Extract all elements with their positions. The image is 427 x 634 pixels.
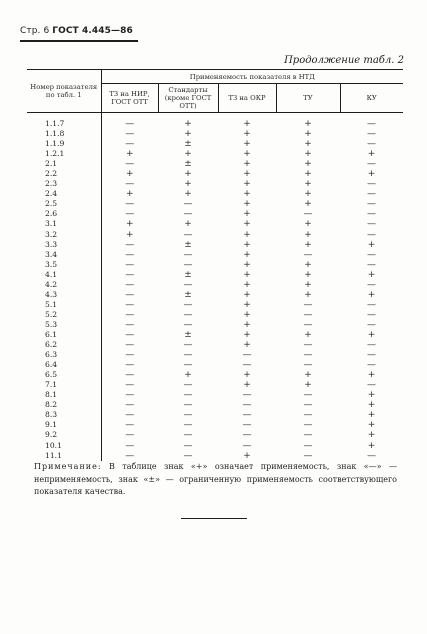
applicability-cell: + <box>243 370 251 381</box>
indicator-number-cell: 8.2 <box>27 400 101 410</box>
table-row <box>27 159 403 169</box>
applicability-cell: ± <box>184 159 192 170</box>
applicability-cell: — <box>242 390 252 401</box>
indicator-number-cell: 10.1 <box>27 441 101 451</box>
indicator-number-cell: 7.1 <box>27 380 101 390</box>
applicability-cell: + <box>243 159 251 170</box>
applicability-cell: — <box>367 209 376 220</box>
applicability-cell: + <box>304 159 312 170</box>
applicability-cell: + <box>243 279 251 290</box>
column-header: ТЗ на НИР, ГОСТ ОТТ <box>101 84 158 113</box>
applicability-cell: — <box>303 249 313 260</box>
applicability-cell: — <box>125 259 135 270</box>
indicator-number-cell: 3.4 <box>27 250 101 260</box>
applicability-cell: — <box>367 299 376 310</box>
note-text: В таблице знак «+» означает применяемость, знак «—» — неприменяемость, знак «±» — ограниченную применяемость соответствующего показателя качества. <box>34 462 398 496</box>
applicability-cell: + <box>184 370 192 381</box>
closing-rule <box>181 518 247 519</box>
indicator-number-cell: 8.1 <box>27 390 101 400</box>
column-header: ТУ <box>276 84 340 113</box>
header-rule <box>20 40 138 42</box>
applicability-cell: — <box>303 450 313 461</box>
applicability-cell: — <box>183 299 193 310</box>
table-row <box>27 209 403 219</box>
applicability-cell: — <box>367 340 376 351</box>
applicability-cell: + <box>243 329 251 340</box>
table-row <box>27 250 403 260</box>
table-row <box>27 430 403 440</box>
table-row <box>27 149 403 159</box>
applicability-cell: — <box>125 360 135 371</box>
applicability-cell: — <box>303 390 313 401</box>
applicability-cell: + <box>304 229 312 240</box>
table-row <box>27 410 403 420</box>
applicability-cell: + <box>304 199 312 210</box>
page-label: Стр. 6 <box>20 26 50 36</box>
applicability-cell: + <box>304 279 312 290</box>
applicability-cell: + <box>367 420 376 431</box>
table-row <box>27 340 403 350</box>
applicability-cell: + <box>367 269 376 280</box>
table-row <box>27 310 403 320</box>
applicability-cell: — <box>183 380 193 391</box>
applicability-cell: — <box>125 420 135 431</box>
applicability-cell: + <box>125 229 134 240</box>
table-row <box>27 290 403 300</box>
applicability-cell: — <box>303 309 313 320</box>
note-label: Примечание: <box>34 462 102 471</box>
applicability-cell: + <box>243 129 251 140</box>
applicability-cell: + <box>243 289 251 300</box>
applicability-cell: — <box>367 309 376 320</box>
applicability-cell: + <box>125 189 134 200</box>
table-row <box>27 219 403 229</box>
indicator-number-cell: 6.3 <box>27 350 101 360</box>
indicator-number-cell: 4.2 <box>27 280 101 290</box>
standard-number: ГОСТ 4.445—86 <box>52 26 133 36</box>
indicator-number-cell: 5.1 <box>27 300 101 310</box>
applicability-cell: ± <box>184 269 192 280</box>
applicability-cell: + <box>243 119 251 129</box>
applicability-cell: — <box>242 400 252 411</box>
applicability-cell: — <box>303 440 313 451</box>
applicability-cell: ± <box>184 139 192 150</box>
applicability-cell: — <box>183 309 193 320</box>
applicability-cell: — <box>183 430 193 441</box>
applicability-cell: — <box>303 360 313 371</box>
applicability-cell: + <box>304 289 312 300</box>
applicability-cell: — <box>125 350 135 361</box>
applicability-cell: + <box>184 219 192 230</box>
applicability-cell: — <box>367 159 376 170</box>
applicability-cell: + <box>304 169 312 180</box>
applicability-cell: + <box>304 380 312 391</box>
table-row <box>27 320 403 330</box>
applicability-cell: + <box>304 189 312 200</box>
table-row <box>27 330 403 340</box>
indicator-number-cell: 2.3 <box>27 179 101 189</box>
applicability-cell: + <box>243 139 251 150</box>
applicability-cell: — <box>183 450 193 461</box>
indicator-number-cell: 1.1.7 <box>27 113 101 130</box>
applicability-cell: + <box>367 329 376 340</box>
applicability-cell: + <box>125 169 134 180</box>
applicability-cell: — <box>367 279 376 290</box>
table-row <box>27 240 403 250</box>
indicator-number-cell: 11.1 <box>27 451 101 461</box>
applicability-cell: — <box>125 289 135 300</box>
applicability-cell: — <box>367 259 376 270</box>
indicator-number-header: Номер показателя по табл. 1 <box>27 70 101 113</box>
indicator-number-cell: 9.1 <box>27 420 101 430</box>
indicator-number-cell: 1.2.1 <box>27 149 101 159</box>
indicator-number-cell: 5.3 <box>27 320 101 330</box>
table-row <box>27 350 403 360</box>
applicability-cell: + <box>367 239 376 250</box>
indicator-number-cell: 1.1.9 <box>27 139 101 149</box>
applicability-cell: — <box>242 440 252 451</box>
applicability-cell: — <box>183 390 193 401</box>
applicability-cell: + <box>304 119 312 129</box>
applicability-cell: + <box>243 239 251 250</box>
applicability-cell: — <box>125 329 135 340</box>
applicability-cell: + <box>367 410 376 421</box>
applicability-cell: + <box>243 229 251 240</box>
applicability-cell: — <box>303 350 313 361</box>
applicability-cell: + <box>243 209 251 220</box>
applicability-cell: — <box>303 319 313 330</box>
applicability-cell: — <box>183 410 193 421</box>
applicability-cell: + <box>184 119 192 129</box>
page-header <box>20 26 133 36</box>
table-row <box>27 169 403 179</box>
applicability-cell: — <box>367 380 376 391</box>
applicability-cell: — <box>367 360 376 371</box>
table-row <box>27 139 403 149</box>
applicability-cell: — <box>125 450 135 461</box>
applicability-cell: — <box>125 340 135 351</box>
applicability-cell: — <box>303 209 313 220</box>
applicability-cell: ± <box>184 289 192 300</box>
indicator-number-cell: 3.3 <box>27 240 101 250</box>
applicability-cell: — <box>367 179 376 190</box>
applicability-cell: — <box>183 249 193 260</box>
applicability-cell: — <box>183 279 193 290</box>
column-header: КУ <box>340 84 403 113</box>
applicability-cell: — <box>125 139 135 150</box>
column-header: ТЗ на ОКР <box>218 84 276 113</box>
applicability-cell: — <box>183 259 193 270</box>
applicability-cell: + <box>304 329 312 340</box>
table-row <box>27 380 403 390</box>
applicability-cell: — <box>242 410 252 421</box>
indicator-number-cell: 2.4 <box>27 189 101 199</box>
applicability-cell: — <box>125 299 135 310</box>
applicability-cell: — <box>125 400 135 411</box>
table-row <box>27 280 403 290</box>
applicability-cell: — <box>183 440 193 451</box>
applicability-cell: + <box>243 219 251 230</box>
applicability-cell: + <box>184 129 192 140</box>
applicability-cell: — <box>125 380 135 391</box>
applicability-cell: + <box>243 259 251 270</box>
applicability-cell: + <box>184 149 192 160</box>
applicability-cell: — <box>303 430 313 441</box>
applicability-cell: — <box>367 189 376 200</box>
indicator-number-cell: 5.2 <box>27 310 101 320</box>
applicability-cell: — <box>242 360 252 371</box>
applicability-cell: + <box>367 390 376 401</box>
applicability-cell: — <box>367 450 376 461</box>
indicator-number-cell: 6.4 <box>27 360 101 370</box>
applicability-cell: — <box>183 360 193 371</box>
indicator-number-cell: 4.3 <box>27 290 101 300</box>
applicability-cell: — <box>125 430 135 441</box>
applicability-cell: + <box>367 149 376 160</box>
applicability-cell: — <box>125 199 135 210</box>
applicability-cell: + <box>184 189 192 200</box>
applicability-cell: — <box>125 309 135 320</box>
applicability-cell: — <box>367 119 376 129</box>
applicability-cell: + <box>243 169 251 180</box>
applicability-table-container <box>27 69 403 461</box>
table-row <box>27 441 403 451</box>
applicability-cell: — <box>125 269 135 280</box>
applicability-cell: + <box>184 179 192 190</box>
indicator-number-cell: 2.6 <box>27 209 101 219</box>
table-row <box>27 260 403 270</box>
applicability-cell: — <box>242 430 252 441</box>
applicability-cell: — <box>303 340 313 351</box>
table-row <box>27 270 403 280</box>
applicability-group-header: Применяемость показателя в НТД <box>101 70 403 84</box>
applicability-cell: — <box>367 229 376 240</box>
table-row <box>27 451 403 461</box>
applicability-cell: + <box>243 249 251 260</box>
applicability-cell: + <box>243 450 251 461</box>
table-row <box>27 189 403 199</box>
indicator-number-cell: 9.2 <box>27 430 101 440</box>
indicator-number-cell: 6.5 <box>27 370 101 380</box>
applicability-cell: — <box>183 340 193 351</box>
applicability-cell: — <box>125 209 135 220</box>
applicability-cell: — <box>125 319 135 330</box>
applicability-table <box>27 69 403 461</box>
indicator-number-cell: 3.2 <box>27 230 101 240</box>
column-header: Стандарты (кроме ГОСТ ОТТ) <box>158 84 218 113</box>
applicability-cell: + <box>243 189 251 200</box>
applicability-cell: + <box>243 299 251 310</box>
applicability-cell: + <box>367 370 376 381</box>
applicability-cell: — <box>125 390 135 401</box>
applicability-cell: — <box>125 370 135 381</box>
applicability-cell: + <box>304 149 312 160</box>
applicability-cell: + <box>367 400 376 411</box>
applicability-cell: — <box>125 279 135 290</box>
applicability-cell: + <box>243 269 251 280</box>
applicability-cell: + <box>367 440 376 451</box>
applicability-cell: — <box>125 239 135 250</box>
applicability-cell: + <box>125 219 134 230</box>
applicability-cell: + <box>304 219 312 230</box>
applicability-cell: — <box>367 129 376 140</box>
applicability-cell: — <box>125 129 135 140</box>
applicability-cell: + <box>243 380 251 391</box>
applicability-cell: — <box>367 350 376 361</box>
table-row <box>27 400 403 410</box>
table-row <box>27 179 403 189</box>
applicability-cell: — <box>367 199 376 210</box>
applicability-cell: + <box>304 370 312 381</box>
table-row <box>27 360 403 370</box>
table-row <box>27 420 403 430</box>
applicability-cell: — <box>367 219 376 230</box>
applicability-cell: + <box>243 340 251 351</box>
applicability-cell: — <box>125 179 135 190</box>
table-row <box>27 300 403 310</box>
applicability-cell: — <box>303 410 313 421</box>
applicability-cell: + <box>304 129 312 140</box>
indicator-number-cell: 8.3 <box>27 410 101 420</box>
applicability-cell: — <box>367 139 376 150</box>
indicator-number-cell: 1.1.8 <box>27 129 101 139</box>
applicability-cell: — <box>183 209 193 220</box>
table-row <box>27 129 403 139</box>
applicability-cell: — <box>303 400 313 411</box>
applicability-cell: — <box>303 420 313 431</box>
applicability-cell: — <box>183 400 193 411</box>
indicator-number-cell: 2.1 <box>27 159 101 169</box>
applicability-cell: + <box>125 149 134 160</box>
indicator-number-cell: 3.1 <box>27 219 101 229</box>
table-body <box>27 113 403 461</box>
applicability-cell: — <box>242 420 252 431</box>
applicability-cell: — <box>183 229 193 240</box>
applicability-cell: — <box>367 249 376 260</box>
applicability-cell: + <box>304 269 312 280</box>
table-row <box>27 370 403 380</box>
applicability-cell: ± <box>184 329 192 340</box>
table-note <box>34 461 397 499</box>
table-continuation-caption: Продолжение табл. 2 <box>284 55 404 66</box>
applicability-cell: + <box>367 289 376 300</box>
applicability-cell: + <box>184 169 192 180</box>
indicator-number-cell: 6.2 <box>27 340 101 350</box>
table-row <box>27 230 403 240</box>
applicability-cell: ± <box>184 239 192 250</box>
table-row <box>27 390 403 400</box>
applicability-cell: + <box>243 309 251 320</box>
applicability-cell: + <box>304 139 312 150</box>
applicability-cell: — <box>125 159 135 170</box>
table-row <box>27 199 403 209</box>
applicability-cell: + <box>243 199 251 210</box>
applicability-cell: — <box>242 350 252 361</box>
table-row <box>27 113 403 130</box>
applicability-cell: — <box>303 299 313 310</box>
applicability-cell: — <box>125 119 135 129</box>
applicability-cell: + <box>304 239 312 250</box>
applicability-cell: — <box>183 350 193 361</box>
indicator-number-cell: 2.2 <box>27 169 101 179</box>
applicability-cell: — <box>125 440 135 451</box>
applicability-cell: — <box>125 249 135 260</box>
applicability-cell: + <box>304 179 312 190</box>
applicability-cell: + <box>367 169 376 180</box>
indicator-number-cell: 6.1 <box>27 330 101 340</box>
applicability-cell: + <box>243 319 251 330</box>
applicability-cell: — <box>183 420 193 431</box>
indicator-number-cell: 4.1 <box>27 270 101 280</box>
applicability-cell: + <box>367 430 376 441</box>
applicability-cell: + <box>243 179 251 190</box>
applicability-cell: + <box>243 149 251 160</box>
indicator-number-cell: 3.5 <box>27 260 101 270</box>
applicability-cell: — <box>367 319 376 330</box>
applicability-cell: — <box>183 199 193 210</box>
applicability-cell: + <box>304 259 312 270</box>
applicability-cell: — <box>183 319 193 330</box>
indicator-number-cell: 2.5 <box>27 199 101 209</box>
applicability-cell: — <box>125 410 135 421</box>
